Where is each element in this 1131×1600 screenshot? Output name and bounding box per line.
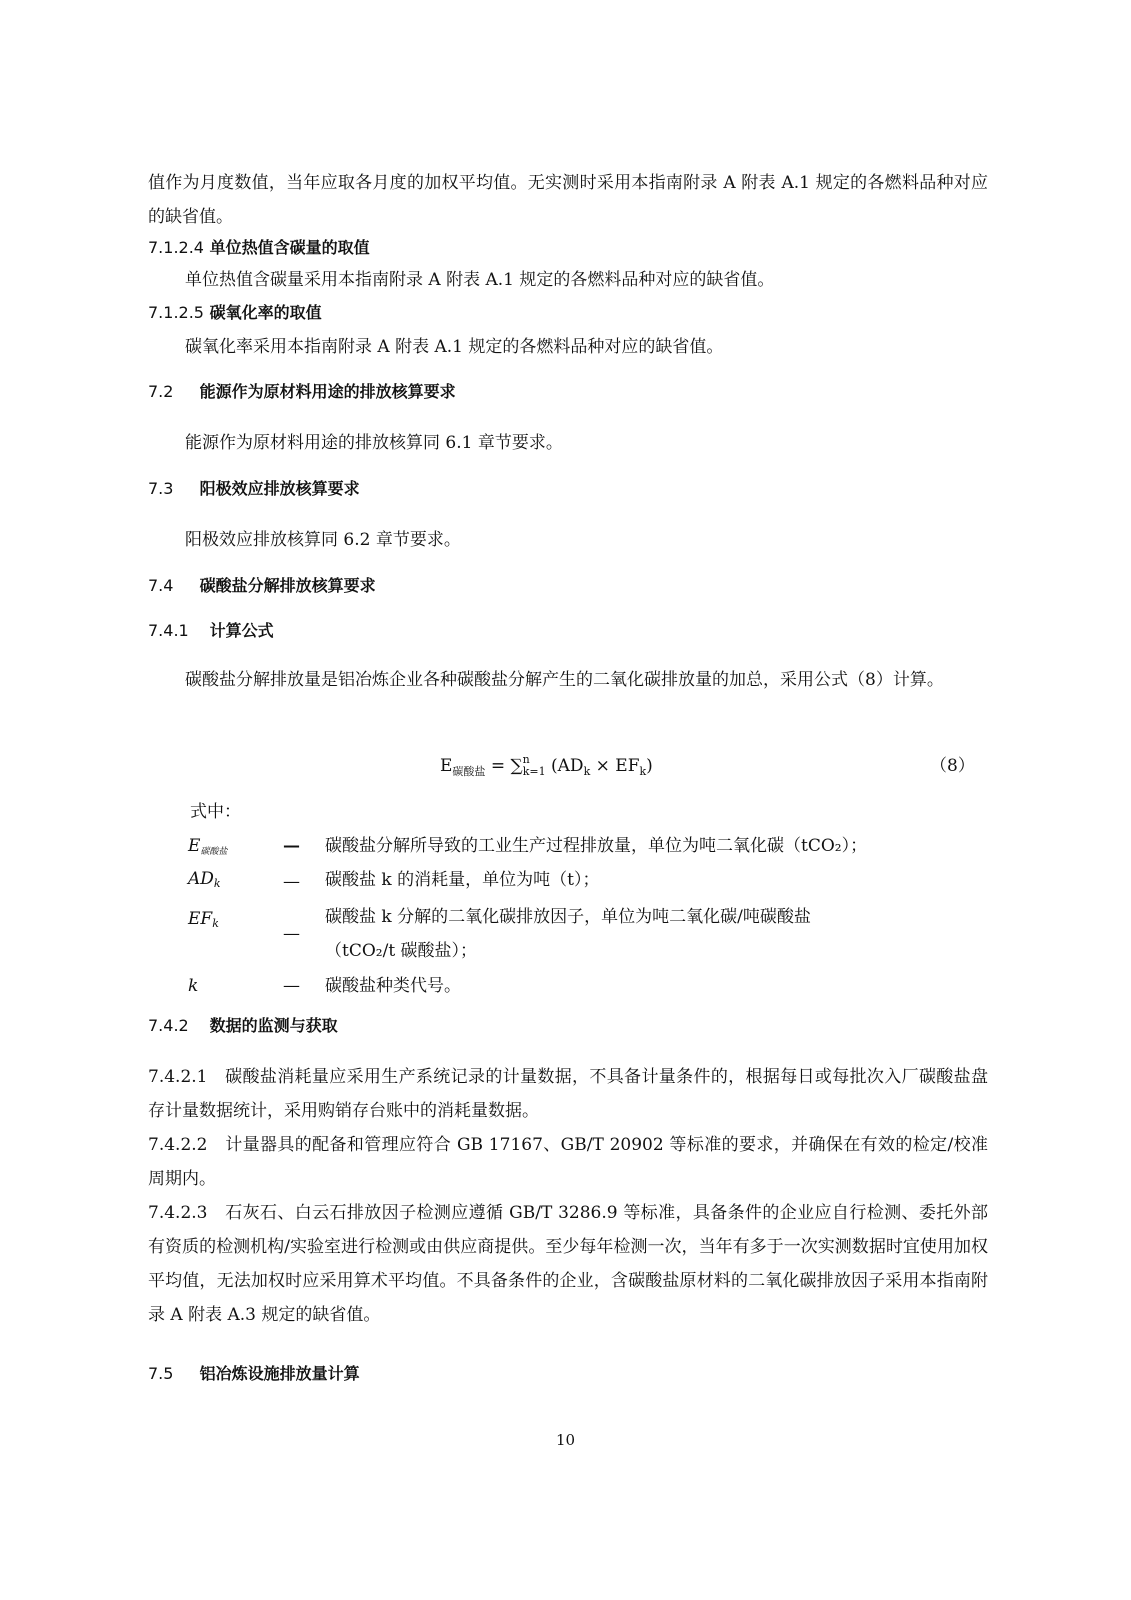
heading-7-3	[148, 477, 360, 501]
heading-number: 7.4	[148, 576, 174, 595]
heading-title: 单位热值含碳量的取值	[209, 238, 370, 257]
dash: —	[283, 836, 300, 856]
formula-equals: =	[485, 756, 511, 776]
formula-8	[440, 752, 653, 782]
heading-number: 7.1.2.5	[148, 303, 204, 322]
summation-upper: n	[522, 753, 530, 766]
variable-name: E	[188, 836, 201, 856]
paragraph-7-4-2-1: 7.4.2.1 碳酸盐消耗量应采用生产系统记录的计量数据，不具备计量条件的，根据每日或每批次入厂碳酸盐盘存计量数据统计，采用购销存台账中的消耗量数据。	[148, 1067, 988, 1121]
where-label: 式中：	[190, 802, 241, 822]
summation-lower: k=1	[522, 765, 546, 778]
heading-7-1-2-5	[148, 301, 322, 325]
formula-times-ef: × EF	[590, 756, 640, 776]
equation-number: （8）	[930, 756, 975, 776]
variable-ad	[188, 865, 221, 895]
formula-close-paren: )	[646, 756, 653, 776]
formula-ad: (AD	[545, 756, 584, 776]
heading-title: 能源作为原材料用途的排放核算要求	[199, 382, 456, 401]
heading-number: 7.4.1	[148, 621, 189, 640]
heading-7-5	[148, 1362, 360, 1386]
heading-title: 碳氧化率的取值	[209, 303, 322, 322]
heading-number: 7.5	[148, 1364, 174, 1383]
variable-name: k	[188, 976, 199, 996]
variable-definition: 碳酸盐 k 分解的二氧化碳排放因子，单位为吨二氧化碳/吨碳酸盐	[325, 907, 811, 927]
variable-definition: 碳酸盐种类代号。	[325, 976, 461, 996]
heading-7-4	[148, 574, 376, 598]
summation	[510, 752, 545, 782]
variable-ef	[188, 905, 219, 935]
variable-name: AD	[188, 869, 214, 889]
variable-definition-continued: （tCO₂/t 碳酸盐）；	[325, 941, 478, 961]
variable-e	[188, 832, 227, 863]
heading-title: 数据的监测与获取	[209, 1016, 338, 1035]
paragraph-7-4-2-3: 7.4.2.3 石灰石、白云石排放因子检测应遵循 GB/T 3286.9 等标准，具备条件的企业应自行检测、委托外部有资质的检测机构/实验室进行检测或由供应商提供。至少每年检测一次，当年有多于一次实测数据时宜使用加权平均值，无法加权时应采用算术平均值。不具备条件的企业，含碳酸盐原材料的二氧化碳排放因子采用本指南附录 A 附表 A.3 规定的缺省值。	[148, 1203, 988, 1325]
variable-definition: 碳酸盐 k 的消耗量，单位为吨（t）；	[325, 870, 600, 890]
paragraph-7-1-2-4: 单位热值含碳量采用本指南附录 A 附表 A.1 规定的各燃料品种对应的缺省值。	[185, 270, 775, 290]
formula-e: E	[440, 756, 453, 776]
formula-ef-subscript: k	[639, 765, 647, 778]
dash: —	[283, 872, 300, 892]
variable-subscript: k	[213, 877, 221, 890]
heading-7-4-2	[148, 1014, 338, 1038]
paragraph-7-4-1: 碳酸盐分解排放量是铝冶炼企业各种碳酸盐分解产生的二氧化碳排放量的加总，采用公式（8）计算。	[185, 670, 944, 690]
paragraph-continued: 值作为月度数值，当年应取各月度的加权平均值。无实测时采用本指南附录 A 附表 A.1 规定的各燃料品种对应的缺省值。	[148, 173, 988, 227]
heading-number: 7.2	[148, 382, 174, 401]
variable-subscript: k	[212, 917, 219, 930]
variable-name: EF	[188, 909, 213, 929]
heading-number: 7.4.2	[148, 1016, 189, 1035]
paragraph-7-2: 能源作为原材料用途的排放核算同 6.1 章节要求。	[185, 433, 563, 453]
variable-definition: 碳酸盐分解所导致的工业生产过程排放量，单位为吨二氧化碳（tCO₂）；	[325, 836, 868, 856]
page-number: 10	[555, 1431, 576, 1449]
dash: —	[283, 976, 300, 996]
dash: —	[283, 924, 300, 944]
heading-7-4-1	[148, 619, 274, 643]
formula-e-subscript: 碳酸盐	[452, 765, 486, 778]
heading-7-1-2-4	[148, 236, 370, 260]
formula-ad-subscript: k	[583, 765, 591, 778]
paragraph-7-1-2-5: 碳氧化率采用本指南附录 A 附表 A.1 规定的各燃料品种对应的缺省值。	[185, 337, 724, 357]
heading-number: 7.3	[148, 479, 174, 498]
variable-subscript: 碳酸盐	[200, 847, 228, 857]
heading-7-2	[148, 380, 456, 404]
paragraph-7-4-2-2: 7.4.2.2 计量器具的配备和管理应符合 GB 17167、GB/T 20902 等标准的要求，并确保在有效的检定/校准周期内。	[148, 1135, 989, 1189]
heading-title: 碳酸盐分解排放核算要求	[199, 576, 376, 595]
paragraph-7-3: 阳极效应排放核算同 6.2 章节要求。	[185, 530, 461, 550]
variable-k	[188, 972, 198, 1000]
summation-symbol: ∑	[510, 756, 523, 776]
heading-number: 7.1.2.4	[148, 238, 204, 257]
heading-title: 阳极效应排放核算要求	[199, 479, 360, 498]
heading-title: 计算公式	[209, 621, 274, 640]
heading-title: 铝冶炼设施排放量计算	[199, 1364, 360, 1383]
